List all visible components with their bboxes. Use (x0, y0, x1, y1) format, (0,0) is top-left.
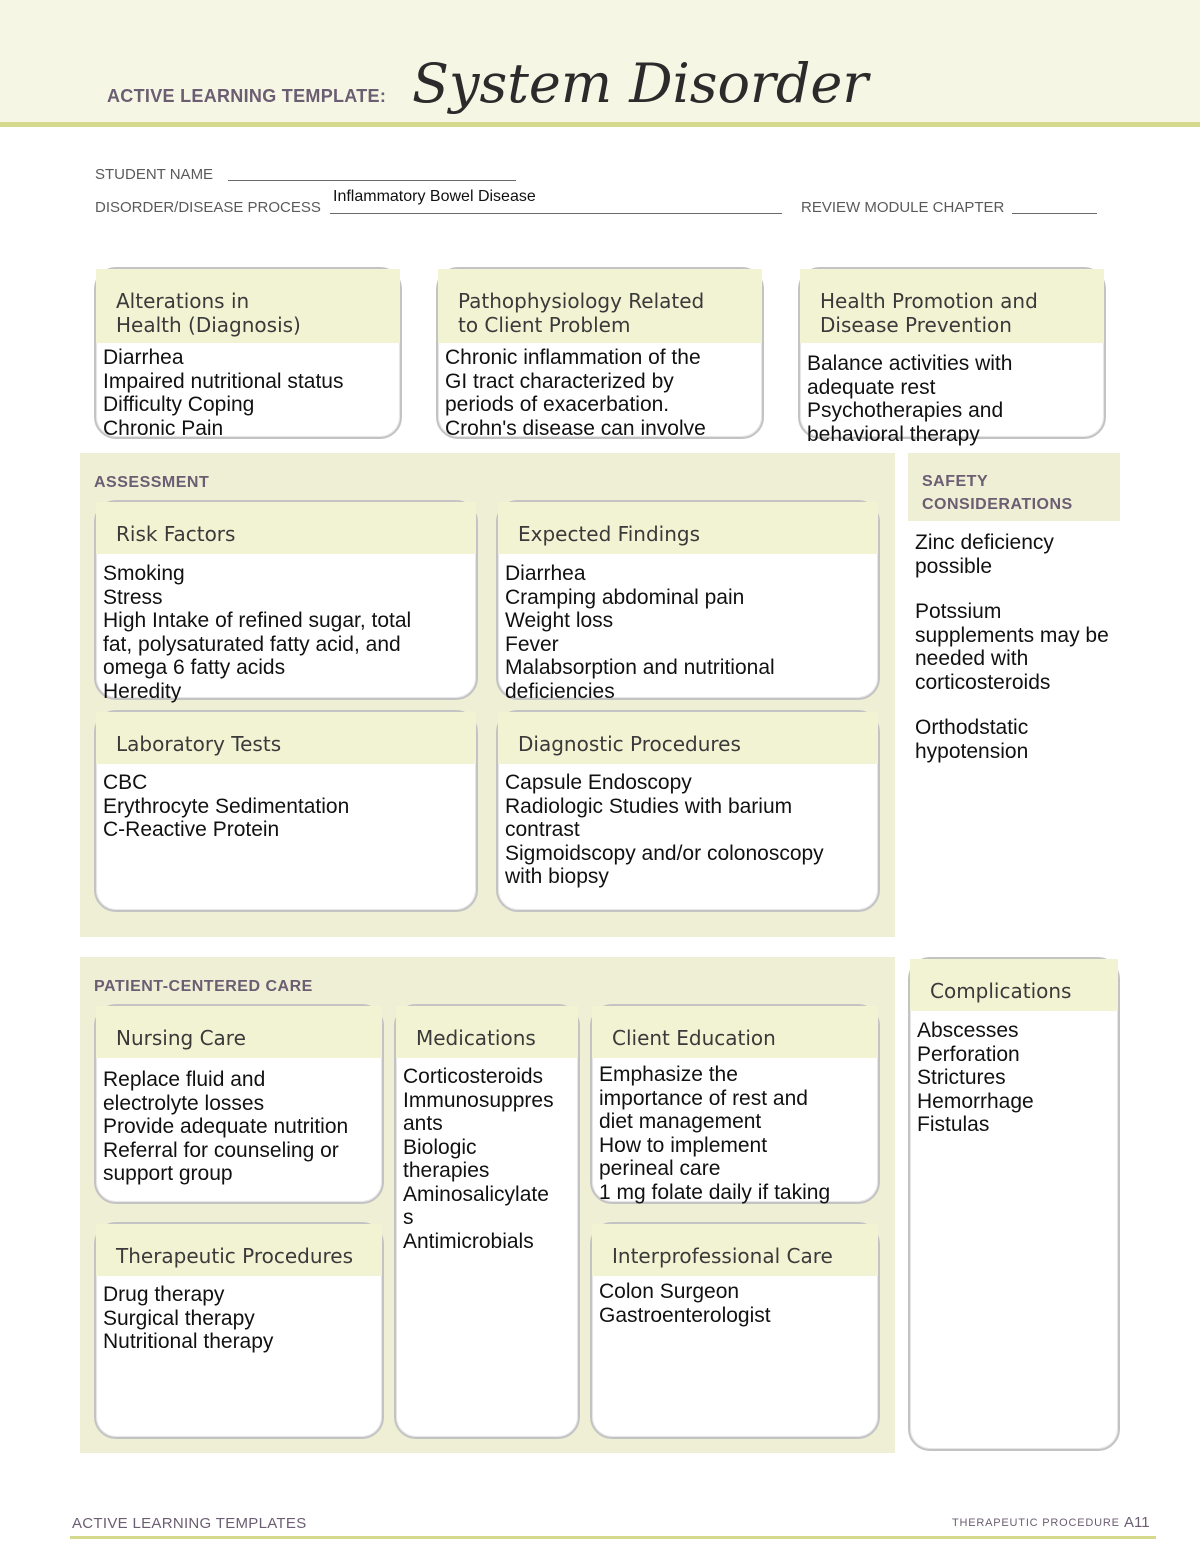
nursing-care-card (94, 1004, 384, 1204)
laboratory-tests-title: Laboratory Tests (116, 732, 282, 756)
medications-title: Medications (416, 1026, 536, 1050)
health-promotion-card (798, 267, 1106, 446)
complications-card (908, 957, 1120, 1451)
diagnostic-procedures-body: Capsule Endoscopy Radiologic Studies with barium contrast Sigmoidscopy and/or colonoscopy with biopsy (505, 771, 824, 888)
health-promotion-title-1: Health Promotion and (820, 289, 1038, 313)
review-module-field[interactable] (1012, 213, 1097, 214)
risk-factors-title: Risk Factors (116, 522, 236, 546)
safety-item: Potssium supplements may be needed with corticosteroids (915, 600, 1109, 694)
patient-care-label: PATIENT-CENTERED CARE (94, 978, 313, 995)
pathophysiology-card (436, 267, 764, 439)
pathophysiology-title-2: to Client Problem (458, 313, 631, 337)
medications-card (394, 1004, 580, 1439)
safety-header (908, 453, 1120, 521)
health-promotion-body: Balance activities with adequate rest Psychotherapies and behavioral therapy (807, 352, 1013, 446)
therapeutic-procedures-body: Drug therapy Surgical therapy Nutritional therapy (103, 1283, 274, 1353)
safety-item: Zinc deficiency possible (915, 531, 1054, 578)
risk-factors-body: Smoking Stress High Intake of refined sugar, total fat, polysaturated fatty acid, and omega 6 fatty acids Heredity (103, 562, 412, 703)
footer-section: THERAPEUTIC PROCEDURE (952, 1517, 1120, 1529)
risk-factors-card (94, 500, 478, 703)
client-education-card (590, 1004, 880, 1204)
safety-label-2: CONSIDERATIONS (922, 496, 1073, 513)
alterations-title-1: Alterations in (116, 289, 250, 313)
alterations-title-2: Health (Diagnosis) (116, 313, 301, 337)
disorder-field[interactable] (330, 213, 782, 214)
client-education-title: Client Education (612, 1026, 776, 1050)
interprofessional-care-body: Colon Surgeon Gastroenterologist (599, 1280, 771, 1327)
diagnostic-procedures-title: Diagnostic Procedures (518, 732, 741, 756)
pathophysiology-title-1: Pathophysiology Related (458, 289, 705, 313)
assessment-label: ASSESSMENT (94, 474, 210, 491)
alterations-card (94, 267, 402, 439)
disorder-value: Inflammatory Bowel Disease (333, 188, 536, 205)
diagnostic-procedures-card (496, 710, 880, 912)
student-name-label: STUDENT NAME (95, 166, 214, 183)
therapeutic-procedures-title: Therapeutic Procedures (116, 1244, 354, 1268)
therapeutic-procedures-card (94, 1222, 384, 1439)
medications-body: Corticosteroids Immunosuppres ants Biologic therapies Aminosalicylate s Antimicrobials (403, 1065, 554, 1253)
footer-divider (70, 1536, 1156, 1539)
client-education-body: Emphasize the importance of rest and diet management How to implement perineal care 1 mg folate daily if taking (599, 1063, 831, 1204)
pathophysiology-body: Chronic inflammation of the GI tract characterized by periods of exacerbation. Crohn's disease can involve (445, 346, 706, 440)
safety-body (915, 531, 1115, 785)
safety-label-1: SAFETY (922, 473, 989, 490)
complications-title: Complications (930, 979, 1072, 1003)
alterations-body: Diarrhea Impaired nutritional status Difficulty Coping Chronic Pain (103, 346, 344, 440)
complications-body: Abscesses Perforation Strictures Hemorrhage Fistulas (917, 1019, 1034, 1136)
page-title: System Disorder (412, 52, 869, 115)
template-prefix: ACTIVE LEARNING TEMPLATE: (107, 86, 387, 106)
footer-left: ACTIVE LEARNING TEMPLATES (72, 1515, 307, 1532)
nursing-care-title: Nursing Care (116, 1026, 246, 1050)
expected-findings-body: Diarrhea Cramping abdominal pain Weight loss Fever Malabsorption and nutritional deficiencies (505, 562, 775, 703)
interprofessional-care-card (590, 1222, 880, 1439)
nursing-care-body: Replace fluid and electrolyte losses Provide adequate nutrition Referral for counseling or support group (103, 1068, 349, 1185)
safety-item: Orthodstatic hypotension (915, 716, 1029, 763)
expected-findings-title: Expected Findings (518, 522, 700, 546)
laboratory-tests-card (94, 710, 478, 912)
student-name-field[interactable] (228, 180, 516, 181)
interprofessional-care-title: Interprofessional Care (612, 1244, 833, 1268)
expected-findings-card (496, 500, 880, 703)
health-promotion-title-2: Disease Prevention (820, 313, 1012, 337)
safety-considerations-panel (908, 453, 1120, 937)
review-module-label: REVIEW MODULE CHAPTER (801, 199, 1005, 216)
page-number: A11 (1124, 1514, 1150, 1531)
header-divider (0, 122, 1200, 127)
laboratory-tests-body: CBC Erythrocyte Sedimentation C-Reactive Protein (103, 771, 350, 841)
disorder-label: DISORDER/DISEASE PROCESS (95, 199, 321, 216)
